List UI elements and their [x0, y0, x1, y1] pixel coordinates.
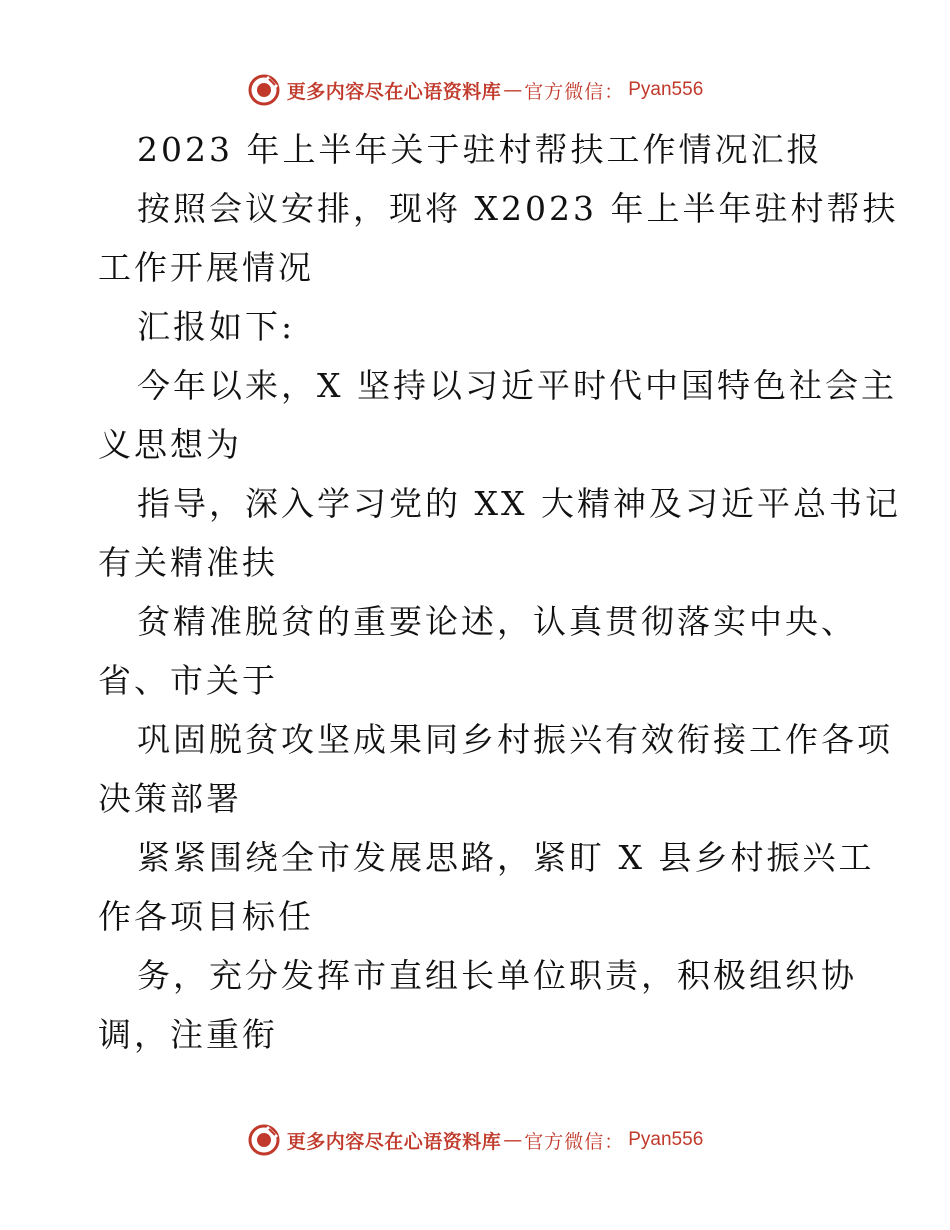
text-line: 按照会议安排，现将 X2023 年上半年驻村帮扶 [137, 189, 899, 228]
text-line: 义思想为 [98, 425, 242, 464]
text-line: 贫精准脱贫的重要论述，认真贯彻落实中央、 [137, 602, 857, 641]
text-line: 工作开展情况 [98, 248, 314, 287]
footer-banner [0, 1120, 950, 1160]
text-line: 巩固脱贫攻坚成果同乡村振兴有效衔接工作各项 [137, 720, 893, 759]
text-line: 决策部署 [98, 779, 242, 818]
seal-logo-icon [247, 73, 281, 107]
text-line: 汇报如下: [137, 307, 296, 346]
header-banner-wechat: 官方微信： [524, 80, 625, 103]
footer-banner-dash: — [503, 1129, 523, 1151]
header-banner-id: Pyan556 [628, 79, 704, 100]
document-title: 2023 年上半年关于驻村帮扶工作情况汇报 [137, 130, 823, 169]
footer-banner-text: 更多内容尽在心语资料库 [286, 1130, 502, 1153]
text-line: 指导，深入学习党的 XX 大精神及习近平总书记 [137, 484, 901, 523]
seal-logo-icon [247, 1123, 281, 1157]
text-line: 紧紧围绕全市发展思路，紧盯 X 县乡村振兴工 [137, 838, 875, 877]
text-line: 调，注重衔 [98, 1015, 278, 1054]
header-banner-dash: — [503, 79, 523, 101]
text-line: 今年以来，X 坚持以习近平时代中国特色社会主 [137, 366, 897, 405]
text-line: 务，充分发挥市直组长单位职责，积极组织协 [137, 956, 857, 995]
text-line: 有关精准扶 [98, 543, 278, 582]
document-body [98, 120, 901, 1064]
footer-banner-id: Pyan556 [628, 1129, 704, 1150]
text-line: 省、市关于 [98, 661, 278, 700]
header-banner-text: 更多内容尽在心语资料库 [286, 80, 502, 103]
footer-banner-wechat: 官方微信： [524, 1130, 625, 1153]
text-line: 作各项目标任 [98, 897, 314, 936]
header-banner [0, 70, 950, 110]
